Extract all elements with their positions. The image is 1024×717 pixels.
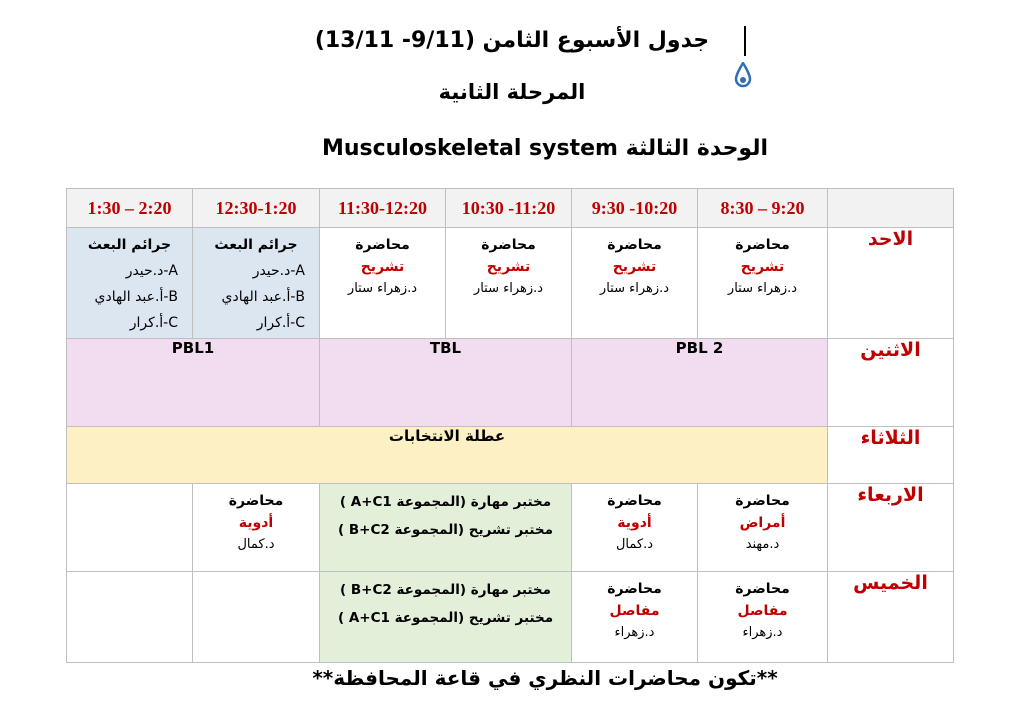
lecture-subject: أدوية: [238, 514, 274, 531]
lecture-subject: تشريح: [740, 259, 785, 276]
lecture-subject: تشريح: [612, 259, 657, 276]
time-slot-4: 11:30-12:20: [320, 189, 446, 228]
time-slot-2: 9:30 -10:20: [572, 189, 698, 228]
thursday-labs: [320, 572, 572, 663]
sunday-lecture-1: [698, 228, 828, 339]
row-thursday: [67, 572, 954, 663]
page-title: جدول الأسبوع الثامن (9/11- 13/11): [314, 28, 710, 53]
skills-lab-line: مختبر مهارة (المجموعة A+C1 ): [339, 493, 552, 510]
thursday-lecture-1: [698, 572, 828, 663]
thursday-empty-2: [67, 572, 193, 663]
lecture-doctor: د.زهراء ستار: [727, 281, 798, 297]
lecture-label: محاضرة: [735, 237, 790, 254]
lecture-label: محاضرة: [607, 492, 662, 509]
lecture-doctor: د.كمال: [615, 536, 654, 552]
lecture-doctor: د.زهراء ستار: [473, 281, 544, 297]
lecture-doctor: د.مهند: [745, 536, 780, 552]
lecture-label: محاضرة: [228, 492, 284, 509]
sunday-lecture-2: [572, 228, 698, 339]
sunday-crime-cell-2: [67, 228, 193, 339]
lecture-label: محاضرة: [607, 581, 662, 598]
monday-tbl: TBL: [320, 338, 572, 427]
crime-title: جرائم البعث: [214, 237, 298, 254]
wednesday-empty: [67, 483, 193, 572]
lecture-label: محاضرة: [735, 581, 790, 598]
lecture-doctor: د.زهراء: [614, 625, 655, 641]
time-slot-3: 10:30 -11:20: [446, 189, 572, 228]
lecture-label: محاضرة: [607, 237, 662, 254]
unit-heading: الوحدة الثالثة Musculoskeletal system: [321, 136, 769, 161]
crime-group-c: C-أ.كرار: [256, 315, 305, 332]
lecture-doctor: د.كمال: [237, 536, 275, 552]
time-header-row: [67, 189, 954, 228]
day-sunday: الاحد: [828, 228, 954, 339]
row-tuesday: [67, 427, 954, 483]
thursday-lecture-2: [572, 572, 698, 663]
tuesday-holiday: عطلة الانتخابات: [67, 427, 828, 483]
lecture-label: محاضرة: [735, 492, 790, 509]
lecture-label: محاضرة: [481, 237, 536, 254]
day-thursday: الخميس: [828, 572, 954, 663]
sunday-lecture-4: [320, 228, 446, 339]
wednesday-labs: [320, 483, 572, 572]
crime-group-b: B-أ.عبد الهادي: [221, 289, 305, 306]
crime-title: جرائم البعث: [87, 237, 172, 254]
lecture-subject: مفاصل: [609, 603, 660, 620]
crime-group-a: A-د.حيدر: [125, 263, 178, 280]
lecture-subject: أدوية: [617, 514, 652, 531]
time-slot-6: 1:30 – 2:20: [67, 189, 193, 228]
row-sunday: [67, 228, 954, 339]
schedule-table: [66, 188, 954, 663]
monday-pbl2: PBL 2: [572, 338, 828, 427]
row-monday: [67, 338, 954, 427]
sunday-lecture-3: [446, 228, 572, 339]
footer-note: **تكون محاضرات النظري في قاعة المحافظة**: [312, 666, 778, 690]
thursday-empty-1: [193, 572, 320, 663]
wednesday-lecture-1: [698, 483, 828, 572]
lecture-subject: تشريح: [360, 259, 405, 276]
stage-heading: المرحلة الثانية: [438, 80, 586, 104]
anatomy-lab-line: مختبر تشريح (المجموعة B+C2 ): [338, 521, 553, 538]
lecture-label: محاضرة: [355, 237, 410, 254]
lecture-subject: تشريح: [486, 259, 531, 276]
header-corner: [828, 189, 954, 228]
lecture-subject: أمراض: [739, 514, 786, 531]
day-tuesday: الثلاثاء: [828, 427, 954, 483]
lecture-doctor: د.زهراء: [742, 625, 783, 641]
row-wednesday: [67, 483, 954, 572]
crime-group-b: B-أ.عبد الهادي: [94, 289, 178, 306]
time-slot-1: 8:30 – 9:20: [698, 189, 828, 228]
crime-group-a: A-د.حيدر: [252, 263, 305, 280]
lecture-doctor: د.زهراء ستار: [347, 281, 418, 297]
monday-pbl1: PBL1: [67, 338, 320, 427]
crime-group-c: C-أ.كرار: [129, 315, 178, 332]
lecture-subject: مفاصل: [737, 603, 788, 620]
day-monday: الاثنين: [828, 338, 954, 427]
time-slot-5: 12:30-1:20: [193, 189, 320, 228]
day-wednesday: الاربعاء: [828, 483, 954, 572]
sunday-crime-cell-1: [193, 228, 320, 339]
wednesday-lecture-5: [193, 483, 320, 572]
skills-lab-line: مختبر مهارة (المجموعة B+C2 ): [339, 582, 552, 599]
anatomy-lab-line: مختبر تشريح (المجموعة A+C1 ): [337, 610, 554, 627]
wednesday-lecture-2: [572, 483, 698, 572]
lecture-doctor: د.زهراء ستار: [599, 281, 670, 297]
